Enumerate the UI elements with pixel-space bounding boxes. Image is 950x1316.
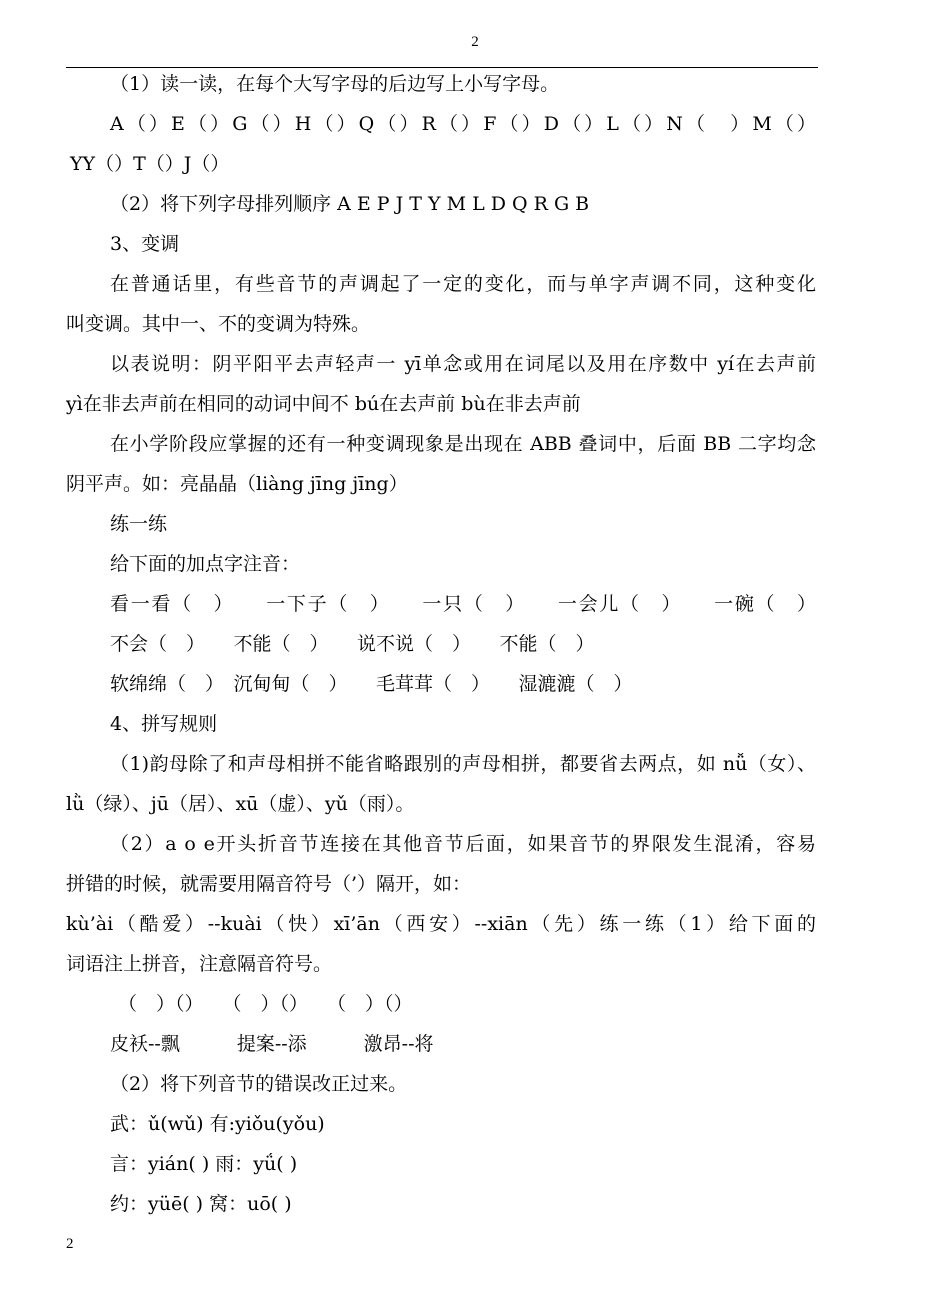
text-line-3: YY（）T（）J（） <box>70 153 230 175</box>
text-line-22: kù’ài（酷爱）--kuài（快）xī’ān（西安）--xiān（先）练一练（1）给下面的 <box>66 913 816 935</box>
text-line-19: lǜ（绿）、jū（居）、xū（虚）、yǔ（雨）。 <box>66 793 415 815</box>
exercise-row-2: 不会（ ） 不能（ ） 说不说（ ） 不能（ ） <box>110 633 595 655</box>
section-heading-3: 3、变调 <box>110 233 180 255</box>
section-heading-4: 4、拼写规则 <box>110 713 218 735</box>
correction-row-1: 武：ǔ(wǔ) 有:yiǒu(yǒu) <box>110 1113 325 1135</box>
text-line-1: （1）读一读，在每个大写字母的后边写上小写字母。 <box>110 73 560 95</box>
text-line-13: 给下面的加点字注音： <box>110 553 301 575</box>
text-line-9: yì在非去声前在相同的动词中间不 bú在去声前 bù在非去声前 <box>66 393 581 415</box>
text-line-8: 以表说明：阴平阳平去声轻声一 yī单念或用在词尾以及用在序数中 yí在去声前 <box>110 353 816 375</box>
text-line-7: 叫变调。其中一、不的变调为特殊。 <box>66 313 371 335</box>
blank-row: （ ）（） （ ）（） （ ）（） <box>118 993 413 1015</box>
word-row: 皮袄--飘 提案--添 激昂--将 <box>110 1033 434 1055</box>
page-number-bottom: 2 <box>66 1236 74 1252</box>
text-line-20: （2）a o e开头折音节连接在其他音节后面，如果音节的界限发生混淆，容易 <box>110 833 816 855</box>
text-line-4: （2）将下列字母排列顺序 A E P J T Y M L D Q R G B <box>110 193 590 215</box>
text-line-18: （1)韵母除了和声母相拼不能省略跟别的声母相拼，都要省去两点，如 nǚ（女）、 <box>110 753 816 775</box>
text-line-21: 拼错的时候，就需要用隔音符号（’）隔开，如： <box>66 873 472 895</box>
text-line-26: （2）将下列音节的错误改正过来。 <box>110 1073 408 1095</box>
text-line-10: 在小学阶段应掌握的还有一种变调现象是出现在 ABB 叠词中，后面 BB 二字均念 <box>110 433 816 455</box>
exercise-row-3: 软绵绵（ ） 沉甸甸（ ） 毛茸茸（ ） 湿漉漉（ ） <box>110 673 633 695</box>
correction-row-3: 约：yüē( ) 窝：uō( ) <box>110 1193 292 1215</box>
text-line-6: 在普通话里，有些音节的声调起了一定的变化，而与单字声调不同，这种变化 <box>110 273 816 295</box>
correction-row-2: 言：yián( ) 雨：yǘ( ) <box>110 1153 298 1175</box>
text-line-11: 阴平声。如：亮晶晶（liàng jīng jīng） <box>66 473 408 495</box>
text-line-2: A（）E（）G（）H（）Q（）R（）F（）D（）L（）N（ ）M（） <box>110 113 816 135</box>
header-rule <box>66 67 818 68</box>
practice-heading: 练一练 <box>110 513 168 535</box>
text-line-23: 词语注上拼音，注意隔音符号。 <box>66 953 333 975</box>
exercise-row-1: 看一看（ ） 一下子（ ） 一只（ ） 一会儿（ ） 一碗（ ） <box>110 593 816 615</box>
page-number-top: 2 <box>471 34 479 50</box>
